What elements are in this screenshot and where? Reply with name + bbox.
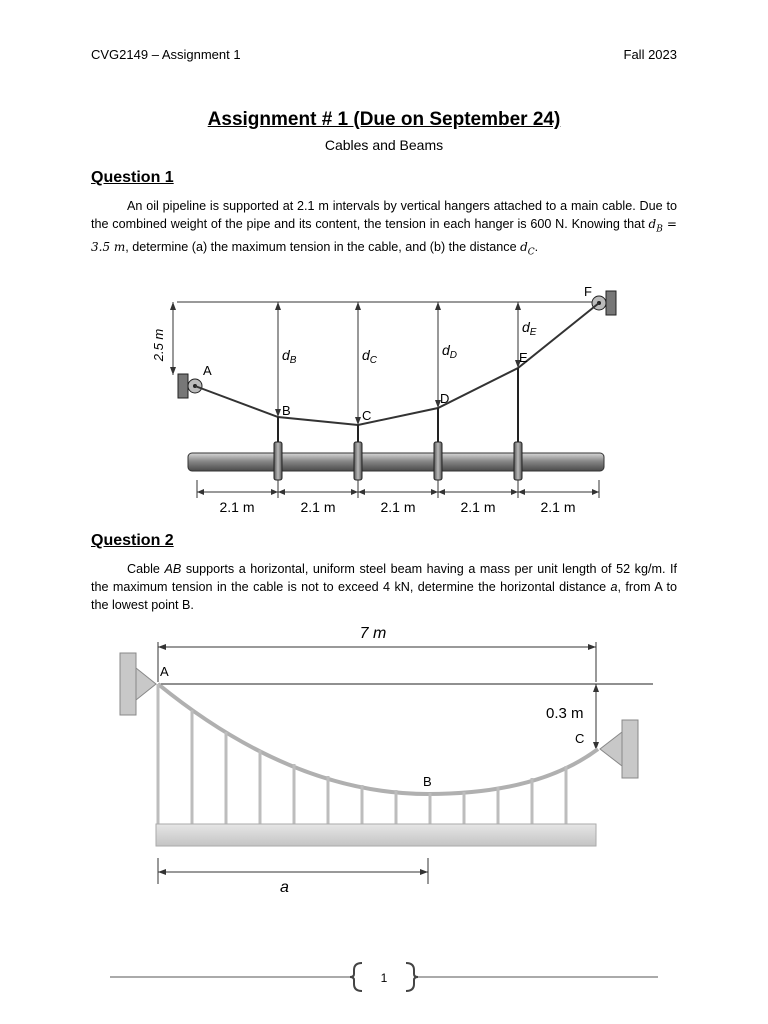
q1-text-c: . bbox=[534, 240, 539, 255]
steel-beam bbox=[156, 824, 596, 846]
dim-dD: $d_D$ bbox=[442, 342, 458, 361]
pipeline bbox=[188, 453, 604, 471]
q2-text-a: Cable bbox=[127, 562, 165, 576]
support-f bbox=[606, 291, 616, 315]
label-c2: C bbox=[575, 731, 585, 746]
spacing-4: 2.1 m bbox=[460, 499, 496, 515]
question-1-text bbox=[91, 197, 677, 262]
question-1-heading: Question 1 bbox=[91, 169, 174, 186]
sag-label: 0.3 m bbox=[546, 705, 584, 722]
suspension-beam-figure bbox=[108, 620, 660, 902]
q1-text-a: An oil pipeline is supported at 2.1 m intervals by vertical hangers attached to a main cable. Due to the combined weight of the pipe and its content, the tension in each hanger is 600 N. Knowing that bbox=[91, 199, 677, 231]
spacing-5: 2.1 m bbox=[540, 499, 576, 515]
height-label: 2.5 m bbox=[151, 328, 166, 362]
label-b2: B bbox=[423, 774, 432, 789]
label-f: F bbox=[584, 284, 592, 299]
label-a2: A bbox=[160, 664, 169, 679]
label-e: E bbox=[519, 350, 528, 365]
dim-dB: $d_B$ bbox=[282, 347, 297, 366]
a-label: a bbox=[280, 879, 289, 896]
page-title bbox=[0, 109, 768, 131]
q2-cable: AB bbox=[164, 562, 182, 576]
course-header: CVG2149 – Assignment 1 bbox=[91, 47, 241, 62]
q1-text-b: , determine (a) the maximum tension in the cable, and (b) the distance bbox=[125, 240, 521, 255]
q1-dC: $d_C$ bbox=[520, 240, 535, 258]
q2-text-c: , from A to the lowest point B. bbox=[91, 580, 677, 612]
page-number: 1 bbox=[380, 971, 388, 985]
q2-a-var: a bbox=[610, 580, 618, 594]
main-cable bbox=[195, 303, 599, 425]
page-footer bbox=[110, 960, 658, 994]
cable-ab bbox=[158, 684, 598, 794]
support-c-wall bbox=[622, 720, 638, 778]
question-2-text bbox=[91, 560, 677, 614]
term-header: Fall 2023 bbox=[623, 47, 677, 62]
span-label: 7 m bbox=[359, 625, 387, 642]
q2-text-b: supports a horizontal, uniform steel beam having a mass per unit length of 52 kg/m. If the maximum tension in the cable is not to exceed 4 kN, determine the horizontal distance bbox=[91, 562, 677, 594]
q1-dB: $d_B = 3.5$ m bbox=[91, 217, 677, 255]
pipeline-cable-figure bbox=[140, 280, 620, 522]
label-c: C bbox=[362, 408, 372, 423]
spacing-1: 2.1 m bbox=[219, 499, 255, 515]
label-a: A bbox=[203, 363, 212, 378]
support-a bbox=[178, 374, 188, 398]
spacing-2: 2.1 m bbox=[300, 499, 336, 515]
question-2-heading: Question 2 bbox=[91, 532, 174, 549]
page-subtitle: Cables and Beams bbox=[324, 137, 444, 153]
dim-dC: $d_C$ bbox=[362, 347, 378, 366]
title-text: Assignment # 1 (Due on September 24) bbox=[207, 109, 561, 130]
label-d: D bbox=[440, 391, 450, 406]
dim-dE: $d_E$ bbox=[522, 319, 537, 338]
support-a-wall bbox=[120, 653, 136, 715]
spacing-3: 2.1 m bbox=[380, 499, 416, 515]
label-b: B bbox=[282, 403, 291, 418]
